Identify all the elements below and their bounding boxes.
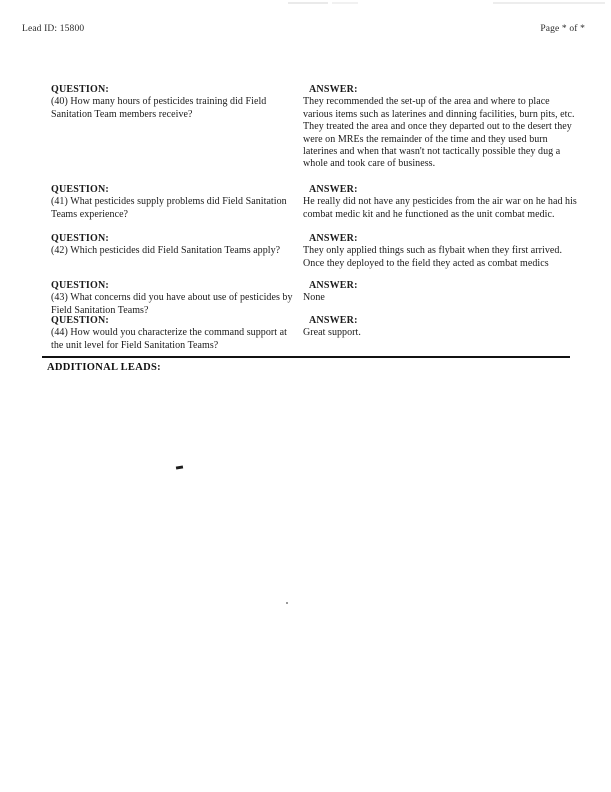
additional-leads-heading: ADDITIONAL LEADS: — [47, 362, 161, 373]
answer-column — [303, 184, 578, 221]
answer-column — [303, 84, 578, 171]
page-number: Page * of * — [540, 24, 585, 34]
question-text: (40) How many hours of pesticides training did Field Sanitation Team members receive? — [51, 96, 267, 120]
answer-label: ANSWER: — [309, 184, 358, 195]
answer-text: They recommended the set-up of the area and where to place various items such as laterines and dinning facilities, burn pits, etc. They treated the area and once they departed out to the desert they were on MREs the remainder of the time and they used burn laterines and when that wasn't not tactically possible they dug a whole and took care of business. — [303, 96, 575, 170]
question-column — [51, 315, 299, 352]
qa-block — [0, 233, 611, 280]
answer-column — [303, 315, 578, 340]
document-header — [0, 24, 611, 40]
qa-block — [0, 315, 611, 355]
answer-text: They only applied things such as flybait when they first arrived. Once they deployed to the field they acted as combat medics — [303, 245, 563, 269]
question-label: QUESTION: — [51, 315, 109, 326]
scan-artifact — [288, 2, 328, 4]
question-text: (42) Which pesticides did Field Sanitation Teams apply? — [51, 245, 281, 257]
answer-column — [303, 280, 578, 305]
question-label: QUESTION: — [51, 184, 109, 195]
question-text: (44) How would you characterize the command support at the unit level for Field Sanitation Teams? — [51, 327, 287, 351]
answer-text: None — [303, 292, 325, 304]
scan-speck — [286, 602, 288, 604]
scan-artifact — [332, 2, 358, 4]
answer-label: ANSWER: — [309, 84, 358, 95]
qa-section — [0, 84, 611, 355]
answer-text: Great support. — [303, 327, 361, 339]
question-text: (41) What pesticides supply problems did Field Sanitation Teams experience? — [51, 196, 287, 220]
question-label: QUESTION: — [51, 280, 109, 291]
qa-block — [0, 184, 611, 233]
question-column — [51, 233, 299, 258]
scan-speck — [176, 465, 183, 469]
question-label: QUESTION: — [51, 233, 109, 244]
answer-label: ANSWER: — [309, 280, 358, 291]
answer-label: ANSWER: — [309, 315, 358, 326]
section-divider — [42, 356, 570, 358]
question-column — [51, 280, 299, 317]
question-column — [51, 84, 299, 121]
scan-artifact — [493, 2, 605, 4]
qa-block — [0, 84, 611, 184]
lead-id: Lead ID: 15800 — [22, 24, 85, 34]
answer-label: ANSWER: — [309, 233, 358, 244]
question-column — [51, 184, 299, 221]
answer-text: He really did not have any pesticides from the air war on he had his combat medic kit and he functioned as the unit combat medic. — [303, 196, 577, 220]
question-text: (43) What concerns did you have about use of pesticides by Field Sanitation Teams? — [51, 292, 293, 316]
qa-block — [0, 280, 611, 315]
question-label: QUESTION: — [51, 84, 109, 95]
answer-column — [303, 233, 578, 270]
